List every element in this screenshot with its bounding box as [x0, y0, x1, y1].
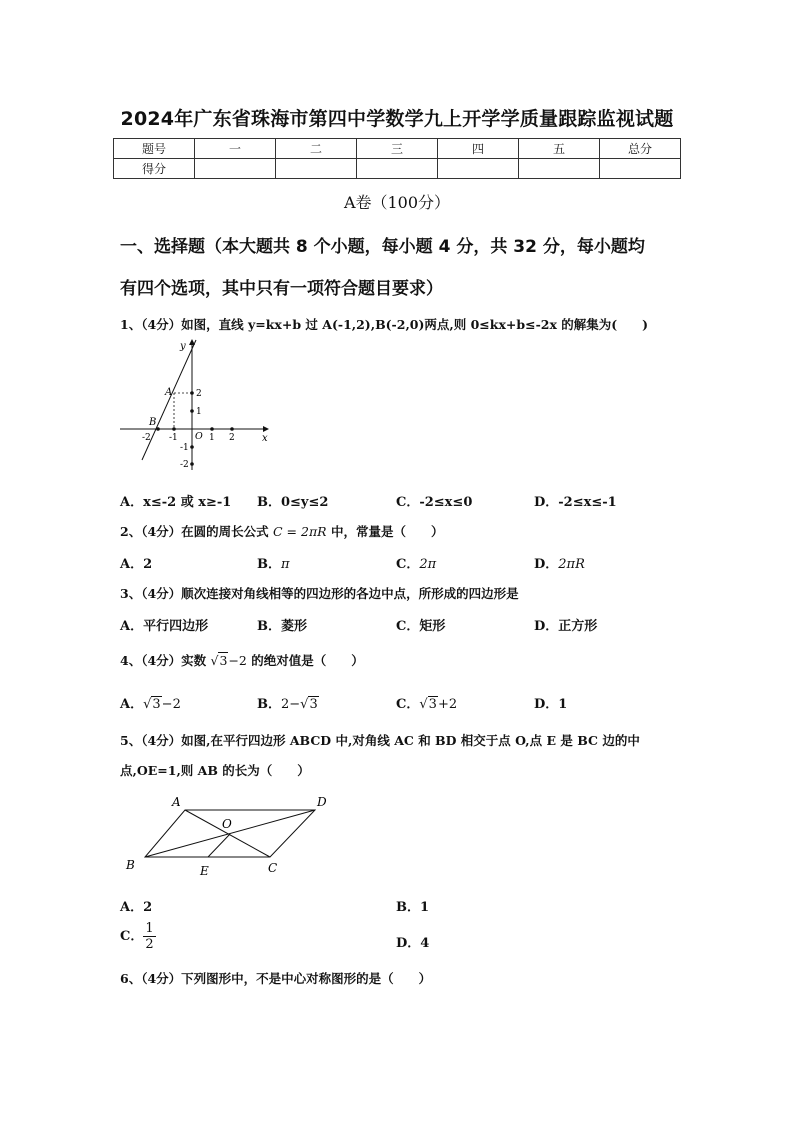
q1-x-label: x — [262, 433, 268, 444]
q6-stem: 6、（4分）下列图形中，不是中心对称图形的是（ ） — [120, 971, 432, 986]
q2-stem — [120, 522, 443, 540]
q2-option-d-label: D． — [534, 557, 559, 572]
q2-option-a-value: 2 — [143, 557, 153, 572]
score-cell[interactable] — [357, 159, 438, 179]
q4-option-c-tail: +2 — [437, 697, 458, 712]
q3-option-b[interactable]: B．菱形 — [257, 619, 307, 634]
section-a-heading: A卷（100分） — [343, 193, 451, 212]
q2-option-c[interactable] — [396, 553, 436, 572]
score-table-header-cell: 题号 — [114, 139, 195, 159]
q5-option-c-label: C． — [120, 929, 144, 944]
q5-label-c: C — [268, 861, 278, 875]
q2-option-d-value: 2πR — [558, 557, 585, 572]
score-table-header-cell: 总分 — [600, 139, 681, 159]
q4-stem-pre: 4、（4分）实数 — [120, 653, 207, 668]
q2-option-c-value: 2π — [419, 557, 437, 572]
q1-x-tick-label: -1 — [169, 433, 178, 443]
q5-option-c-fraction — [143, 922, 155, 951]
q4-stem — [120, 651, 364, 669]
q1-stem: 1、（4分）如图，直线 y=kx+b 过 A(-1,2),B(-2,0)两点,则 0≤kx+b≤-2x 的解集为( ) — [120, 317, 649, 332]
q5-label-e: E — [200, 864, 209, 878]
q5-label-a: A — [172, 795, 181, 809]
q1-origin-label: O — [195, 431, 203, 442]
q2-option-a-label: A． — [120, 557, 144, 572]
q1-point-b — [156, 427, 160, 431]
q2-option-b-label: B． — [257, 557, 281, 572]
q4-expression: √3−2 — [210, 653, 247, 668]
q1-x-tick-label: 2 — [229, 433, 235, 443]
q4-option-c[interactable]: C．√3+2 — [396, 697, 458, 712]
q4-option-a-tail: −2 — [161, 697, 181, 712]
q3-stem: 3、（4分）顺次连接对角线相等的四边形的各边中点，所形成的四边形是 — [120, 586, 519, 601]
q5-option-a[interactable]: A．2 — [120, 900, 153, 915]
part1-heading-line2: 有四个选项，其中只有一项符合题目要求） — [120, 279, 443, 299]
q2-stem-post: 中，常量是（ ） — [330, 524, 444, 539]
q1-y-tick-label: -1 — [180, 443, 189, 453]
q5-stem-line1: 5、（4分）如图,在平行四边形 ABCD 中,对角线 AC 和 BD 相交于点 O,点 E 是 BC 边的中 — [120, 733, 640, 748]
q4-option-a[interactable]: A．√3−2 — [120, 697, 181, 712]
score-table-header-cell: 二 — [276, 139, 357, 159]
q4-option-c-radicand: 3 — [428, 697, 437, 712]
q1-tick-point — [190, 462, 194, 466]
q4-option-b-radicand: 3 — [309, 697, 318, 712]
q1-coordinate-figure — [118, 336, 274, 472]
q4-option-a-label: A． — [120, 697, 144, 712]
q1-y-tick-label: 1 — [196, 407, 202, 417]
score-table-header-row — [114, 139, 681, 159]
q5-label-b: B — [126, 858, 135, 872]
score-cell[interactable] — [438, 159, 519, 179]
q5-parallelogram-figure — [120, 790, 340, 880]
q5-option-b[interactable]: B．1 — [396, 900, 430, 915]
q1-option-b[interactable]: B．0≤y≤2 — [257, 495, 329, 510]
q1-option-c[interactable]: C．-2≤x≤0 — [396, 495, 473, 510]
q4-option-b-head: 2− — [281, 697, 301, 712]
q1-point-a-label: A — [165, 387, 173, 398]
q5-stem-line2: 点,OE=1,则 AB 的长为（ ） — [120, 763, 310, 778]
score-cell[interactable] — [600, 159, 681, 179]
q5-option-c[interactable] — [120, 922, 156, 951]
q1-tick-point — [190, 445, 194, 449]
q2-stem-pre: 2、（4分）在圆的周长公式 — [120, 524, 269, 539]
q1-x-tick-label: 1 — [209, 433, 215, 443]
score-cell[interactable] — [519, 159, 600, 179]
q4-expression-tail: −2 — [228, 653, 247, 668]
q4-option-a-radicand: 3 — [152, 697, 161, 712]
q4-option-b[interactable]: B．2−√3 — [257, 697, 318, 712]
q1-x-tick-label: -2 — [142, 433, 151, 443]
q2-option-b[interactable] — [257, 553, 290, 572]
q2-option-c-label: C． — [396, 557, 420, 572]
score-cell[interactable] — [276, 159, 357, 179]
q1-option-a[interactable]: A．x≤-2 或 x≥-1 — [120, 495, 232, 510]
part1-heading-line1: 一、选择题（本大题共 8 个小题，每小题 4 分，共 32 分，每小题均 — [120, 237, 645, 257]
q5-segment-oe — [208, 834, 230, 857]
page-title: 2024年广东省珠海市第四中学数学九上开学学质量跟踪监视试题 — [120, 108, 674, 130]
q1-y-tick-label: -2 — [180, 460, 189, 470]
q1-y-tick-label: 2 — [196, 389, 202, 399]
score-table-header-cell: 一 — [195, 139, 276, 159]
q5-label-d: D — [317, 795, 327, 809]
q1-tick-point — [172, 427, 176, 431]
q1-tick-point — [190, 409, 194, 413]
q1-tick-point — [210, 427, 214, 431]
q3-option-c[interactable]: C．矩形 — [396, 619, 446, 634]
q4-option-d[interactable]: D．1 — [534, 697, 568, 712]
q5-option-c-denominator: 2 — [145, 937, 154, 952]
score-table-header-cell: 四 — [438, 139, 519, 159]
q5-option-c-numerator: 1 — [145, 921, 154, 936]
q1-y-label: y — [180, 341, 186, 352]
q5-option-d[interactable]: D．4 — [396, 936, 430, 951]
q3-option-d[interactable]: D．正方形 — [534, 619, 598, 634]
score-table-score-row — [114, 159, 681, 179]
score-cell[interactable] — [195, 159, 276, 179]
q1-tick-point — [230, 427, 234, 431]
score-table — [113, 138, 681, 179]
q1-tick-point — [190, 391, 194, 395]
q2-option-b-value: π — [281, 557, 290, 572]
q4-option-b-label: B． — [257, 697, 281, 712]
q1-point-b-label: B — [149, 417, 157, 428]
q4-option-c-label: C． — [396, 697, 420, 712]
score-table-header-cell: 五 — [519, 139, 600, 159]
q2-option-d[interactable] — [534, 553, 585, 572]
score-row-label: 得分 — [114, 159, 195, 179]
q4-radicand: 3 — [219, 653, 228, 668]
q2-option-a[interactable] — [120, 553, 152, 572]
q5-label-o: O — [222, 817, 232, 831]
q3-option-a[interactable]: A．平行四边形 — [120, 619, 209, 634]
score-table-header-cell: 三 — [357, 139, 438, 159]
q1-option-d[interactable]: D．-2≤x≤-1 — [534, 495, 617, 510]
q2-formula: C = 2πR — [273, 524, 327, 539]
q4-stem-post: 的绝对值是（ ） — [251, 653, 364, 668]
